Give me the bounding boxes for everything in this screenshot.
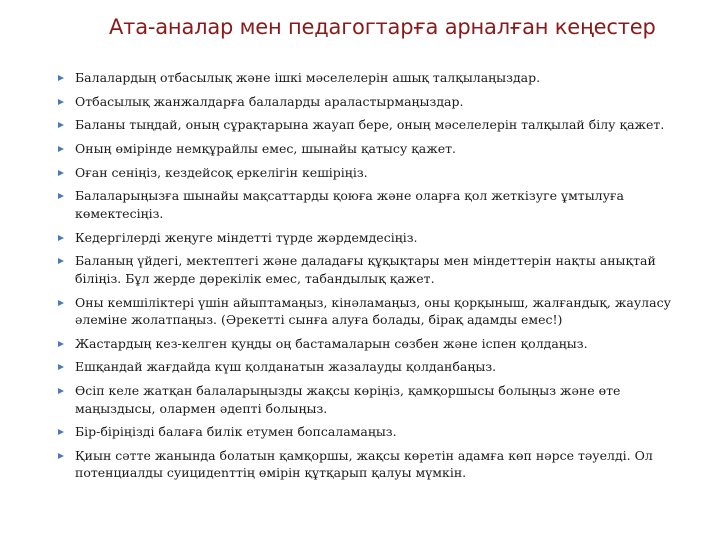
- list-item: [58, 447, 698, 482]
- list-item: [58, 164, 698, 182]
- list-item: [58, 69, 698, 87]
- list-item-text: Бір-біріңізді балаға билік етумен бопсаламаңыз.: [75, 424, 397, 440]
- list-item: [58, 358, 698, 376]
- list-item-text: Отбасылық жанжалдарға балаларды араластырмаңыздар.: [75, 93, 464, 109]
- list-item-text: Оның өмірінде немқұрайлы емес, шынайы қатысу қажет.: [75, 141, 456, 157]
- bullet-arrow-icon: [58, 300, 64, 306]
- bullet-arrow-icon: [58, 122, 64, 128]
- list-item-text: Қиын сәтте жанында болатын қамқоршы, жақсы көретін адамға көп нәрсе тәуелді. Ол потенциалды суицидenттің өмірін құтқарып қалуы мүмкін.: [75, 447, 653, 481]
- list-item: [58, 229, 698, 247]
- list-item-text: Өсіп келе жатқан балаларыңызды жақсы көріңіз, қамқоршысы болыңыз және өте маңыздысы, олармен әдепті болыңыз.: [75, 383, 621, 416]
- bullet-arrow-icon: [58, 75, 64, 81]
- list-item-text: Балаларыңызға шынайы мақсаттарды қоюға және оларға қол жеткізуге ұмтылуға көмектесіңіз.: [75, 188, 624, 221]
- list-item: [58, 116, 698, 134]
- bullet-arrow-icon: [58, 193, 64, 199]
- bullet-arrow-icon: [58, 453, 64, 459]
- list-item-text: Балалардың отбасылық және ішкі мәселелерін ашық талқылаңыздар.: [75, 70, 541, 85]
- bullet-arrow-icon: [58, 99, 64, 105]
- list-item-text: Баланың үйдегі, мектептегі және даладағы құқықтары мен міндеттерін нақты анықтай біліңіз. Бұл жерде дөрекілік емес, табандылық қажет.: [75, 253, 656, 286]
- bullet-arrow-icon: [58, 429, 64, 435]
- list-item: [58, 423, 698, 441]
- list-item-text: Оны кемшіліктері үшін айыптамаңыз, кінәламаңыз, оны қорқыныш, жалғандық, жауласу әлеміне жолатпаңыз. (Әрекетті сынға алуға болады, бірақ адамды емес!): [75, 294, 671, 327]
- list-item: [58, 187, 698, 222]
- bullet-arrow-icon: [58, 258, 64, 264]
- list-item-text: Оған сеніңіз, кездейсоқ еркелігін кешіріңіз.: [75, 164, 368, 180]
- list-item: [58, 252, 698, 287]
- list-item-text: Баланы тыңдай, оның сұрақтарына жауап бере, оның мәселелерін талқылай білу қажет.: [75, 117, 665, 133]
- list-item: [58, 335, 698, 353]
- list-item: [58, 93, 698, 111]
- list-item-text: Кедергілерді жеңуге міндетті түрде жәрдемдесіңіз.: [75, 229, 418, 245]
- bullet-arrow-icon: [58, 170, 64, 176]
- bullet-arrow-icon: [58, 235, 64, 241]
- bullet-arrow-icon: [58, 364, 64, 370]
- list-item: [58, 294, 698, 329]
- bullet-arrow-icon: [58, 146, 64, 152]
- list-item: [58, 140, 698, 158]
- list-item: [58, 382, 698, 417]
- advice-list: [58, 69, 698, 488]
- bullet-arrow-icon: [58, 341, 64, 347]
- bullet-arrow-icon: [58, 388, 64, 394]
- list-item-text: Жастардың кез-келген қуңды оң бастамаларын сөзбен және іспен қолдаңыз.: [75, 335, 588, 351]
- list-item-text: Ешқандай жағдайда күш қолданатын жазалауды қолданбаңыз.: [75, 359, 497, 375]
- slide-title: Ата-аналар мен педагогтарға арналған кеңестер: [109, 15, 656, 39]
